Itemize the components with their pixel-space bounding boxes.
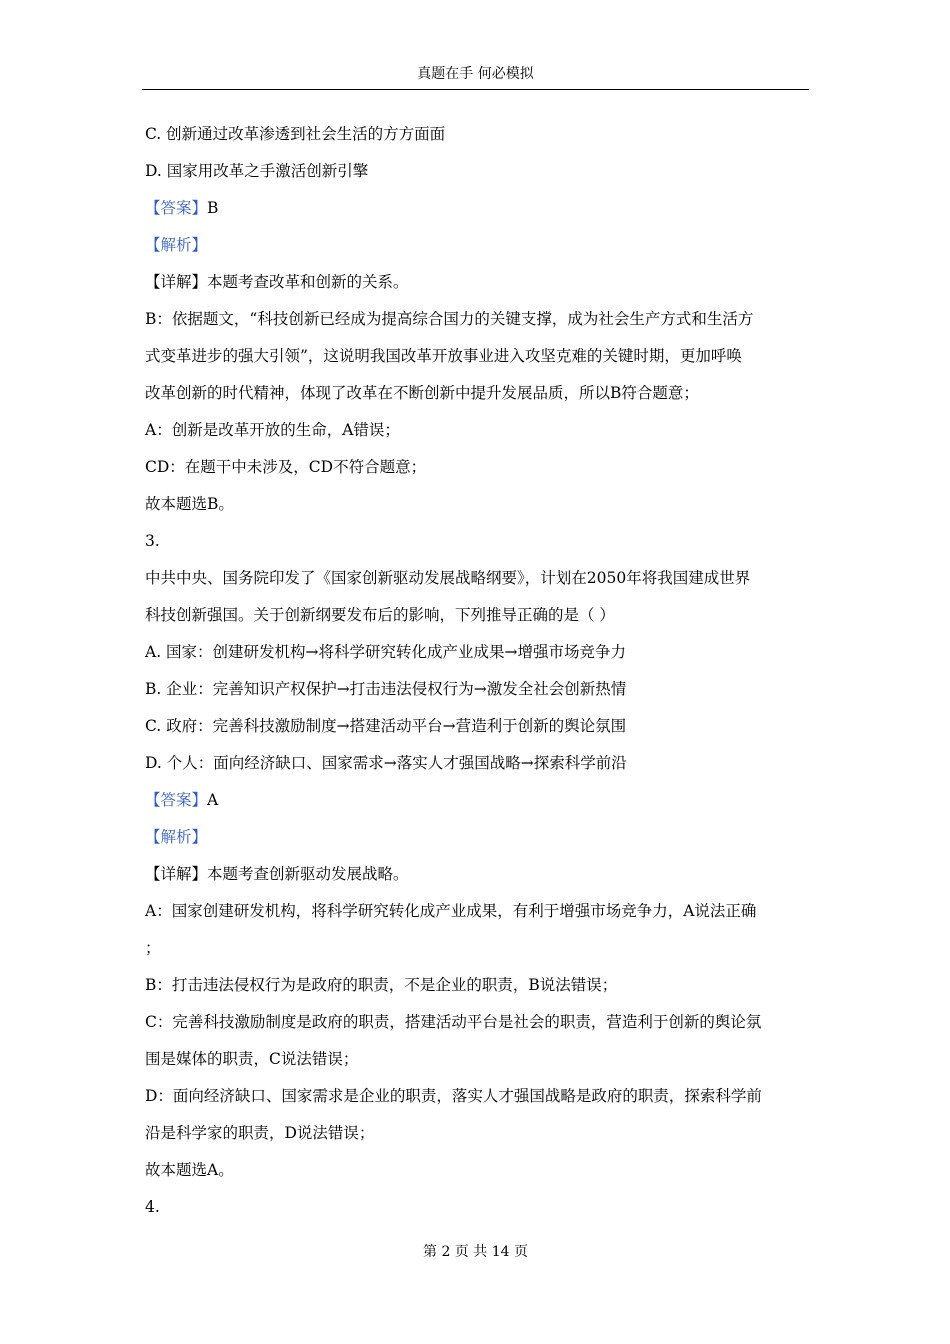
- q3-answer-tag-label: 【答案】: [145, 791, 208, 809]
- header-title: 真题在手 何必模拟: [417, 66, 534, 82]
- q3-stem-2-text: 科技创新强国。关于创新纲要发布后的影响，下列推导正确的是（ ）: [145, 606, 615, 624]
- q2-option-d: [145, 153, 807, 190]
- q2-analysis-tag-label: 【解析】: [145, 236, 208, 254]
- q4-number-text: 4.: [145, 1198, 160, 1216]
- q3-analysis-tag-label: 【解析】: [145, 828, 208, 846]
- q4-number: [145, 1189, 807, 1226]
- q2-explain-b-1: [145, 301, 807, 338]
- q3-detail: [145, 856, 807, 893]
- q2-explain-b-2-text: 式变革进步的强大引领”，这说明我国改革开放事业进入攻坚克难的关键时期，更加呼唤: [145, 347, 742, 365]
- q3-option-d: [145, 745, 807, 782]
- q2-answer-tag: [145, 190, 807, 227]
- q2-option-c-text: C. 创新通过改革渗透到社会生活的方方面面: [145, 125, 446, 143]
- q3-explain-d-1: [145, 1078, 807, 1115]
- page-number: 第 2 页 共 14 页: [423, 1244, 528, 1260]
- q3-number-text: 3.: [145, 532, 160, 550]
- q3-analysis-tag: [145, 819, 807, 856]
- document-body: [145, 116, 807, 1226]
- q3-option-b-text: B. 企业：完善知识产权保护→打击违法侵权行为→激发全社会创新热情: [145, 680, 627, 698]
- q3-explain-a-2: [145, 930, 807, 967]
- q3-explain-d-2-text: 沿是科学家的职责，D说法错误；: [145, 1124, 375, 1142]
- q2-analysis-tag: [145, 227, 807, 264]
- q3-explain-d-1-text: D：面向经济缺口、国家需求是企业的职责，落实人才强国战略是政府的职责，探索科学前: [145, 1087, 762, 1105]
- q3-option-a-text: A. 国家：创建研发机构→将科学研究转化成产业成果→增强市场竞争力: [145, 643, 627, 661]
- page-footer: [142, 1242, 809, 1262]
- header-divider: [142, 89, 809, 90]
- q3-explain-c-2: [145, 1041, 807, 1078]
- q2-explain-a-text: A：创新是改革开放的生命，A错误；: [145, 421, 400, 439]
- q2-detail-text: 【详解】本题考查改革和创新的关系。: [145, 273, 409, 291]
- q3-answer-tag-value: A: [207, 791, 219, 809]
- q3-conclusion: [145, 1152, 807, 1189]
- q2-conclusion-text: 故本题选B。: [145, 495, 234, 513]
- q3-detail-text: 【详解】本题考查创新驱动发展战略。: [145, 865, 409, 883]
- q3-option-c: [145, 708, 807, 745]
- q3-explain-d-2: [145, 1115, 807, 1152]
- q2-explain-cd-text: CD：在题干中未涉及，CD不符合题意；: [145, 458, 427, 476]
- q2-option-c: [145, 116, 807, 153]
- q3-explain-b: [145, 967, 807, 1004]
- q2-explain-a: [145, 412, 807, 449]
- q2-explain-b-3-text: 改革创新的时代精神，体现了改革在不断创新中提升发展品质，所以B符合题意；: [145, 384, 699, 402]
- page-header: [142, 64, 809, 84]
- q3-explain-c-1: [145, 1004, 807, 1041]
- q2-detail: [145, 264, 807, 301]
- q3-explain-a-1: [145, 893, 807, 930]
- q2-explain-b-1-text: B：依据题文，“科技创新已经成为提高综合国力的关键支撑，成为社会生产方式和生活方: [145, 310, 754, 328]
- q3-conclusion-text: 故本题选A。: [145, 1161, 234, 1179]
- q3-number: [145, 523, 807, 560]
- q3-option-d-text: D. 个人：面向经济缺口、国家需求→落实人才强国战略→探索科学前沿: [145, 754, 627, 772]
- q3-explain-a-2-text: ；: [145, 939, 161, 957]
- q3-option-b: [145, 671, 807, 708]
- q3-explain-b-text: B：打击违法侵权行为是政府的职责，不是企业的职责，B说法错误；: [145, 976, 618, 994]
- q3-answer-tag: [145, 782, 807, 819]
- q2-explain-b-3: [145, 375, 807, 412]
- q3-stem-1: [145, 560, 807, 597]
- q2-answer-tag-label: 【答案】: [145, 199, 208, 217]
- q3-stem-2: [145, 597, 807, 634]
- q3-explain-c-2-text: 围是媒体的职责，C说法错误；: [145, 1050, 359, 1068]
- q2-option-d-text: D. 国家用改革之手激活创新引擎: [145, 162, 369, 180]
- q3-option-a: [145, 634, 807, 671]
- q3-option-c-text: C. 政府：完善科技激励制度→搭建活动平台→营造利于创新的舆论氛围: [145, 717, 627, 735]
- q3-stem-1-text: 中共中央、国务院印发了《国家创新驱动发展战略纲要》，计划在2050年将我国建成世界: [145, 569, 751, 587]
- q2-explain-cd: [145, 449, 807, 486]
- q3-explain-a-1-text: A：国家创建研发机构，将科学研究转化成产业成果，有利于增强市场竞争力，A说法正确: [145, 902, 757, 920]
- q2-explain-b-2: [145, 338, 807, 375]
- q2-conclusion: [145, 486, 807, 523]
- q2-answer-tag-value: B: [207, 199, 219, 217]
- q3-explain-c-1-text: C：完善科技激励制度是政府的职责，搭建活动平台是社会的职责，营造利于创新的舆论氛: [145, 1013, 762, 1031]
